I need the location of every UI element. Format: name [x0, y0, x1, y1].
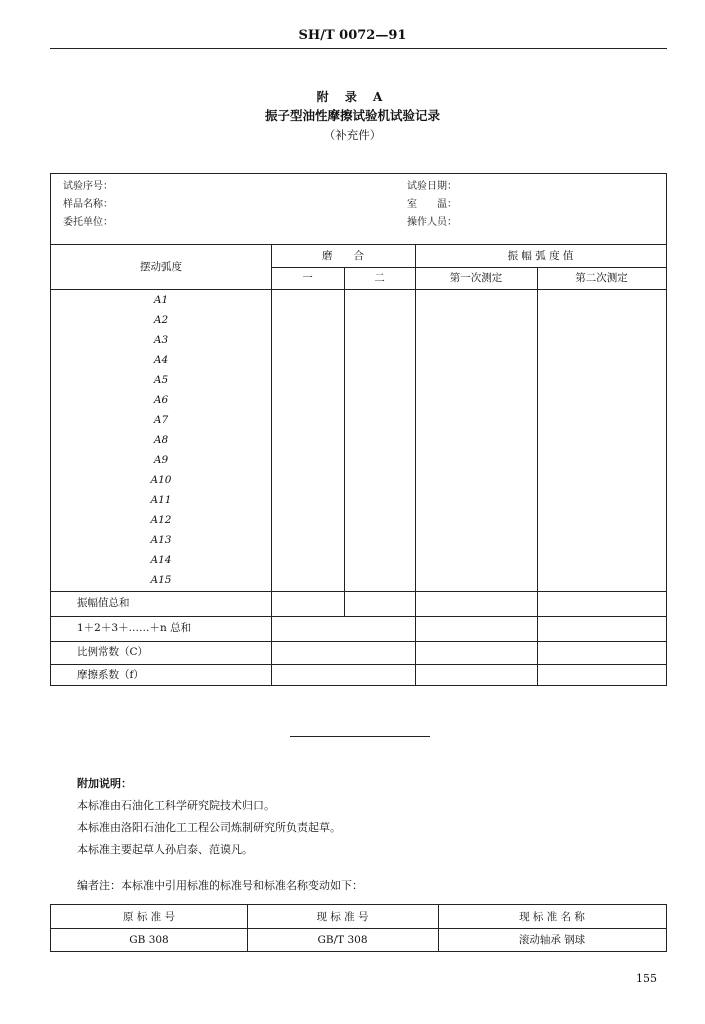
editor-note: 编者注：本标准中引用标准的标准号和标准名称变动如下：	[77, 879, 363, 892]
row-ratio-constant: 比例常数（C）	[77, 646, 149, 658]
amplitude-row-label: A6	[153, 394, 169, 406]
header-rule	[50, 48, 667, 49]
amplitude-row-label: A14	[150, 554, 172, 566]
sample-no-label: 试验序号：	[63, 181, 113, 192]
amplitude-row-label: A4	[153, 354, 169, 366]
appendix-title: 振子型油性摩擦试验机试验记录	[264, 108, 440, 123]
table-line	[271, 267, 666, 268]
amplitude-row-label: A8	[153, 434, 169, 446]
table-line	[51, 591, 666, 592]
table-line	[51, 289, 666, 290]
table-line	[51, 928, 666, 929]
col-first-measurement: 第一次测定	[449, 272, 503, 284]
operator-label: 操作人员：	[407, 217, 457, 228]
amplitude-row-label: A9	[153, 454, 169, 466]
amplitude-row-label: A2	[153, 314, 169, 326]
amplitude-row-label: A11	[150, 494, 172, 506]
table-line	[271, 244, 272, 686]
notes-line: 本标准由洛阳石油化工工程公司炼制研究所负责起草。	[77, 821, 341, 834]
ref-cell-original: GB 308	[129, 934, 169, 946]
notes-title: 附加说明：	[77, 777, 132, 790]
table-line	[415, 244, 416, 686]
notes-line: 本标准主要起草人孙启泰、范谟凡。	[77, 843, 253, 856]
table-line	[51, 664, 666, 665]
client-label: 委托单位：	[63, 217, 113, 228]
amplitude-row-label: A12	[150, 514, 172, 526]
table-line	[344, 267, 345, 616]
test-date-label: 试验日期：	[407, 181, 457, 192]
col-run-in-one: 一	[302, 272, 313, 284]
ref-header-original: 原 标 准 号	[122, 911, 175, 923]
table-line	[51, 616, 666, 617]
ref-header-current: 现 标 准 号	[316, 911, 369, 923]
ref-cell-current: GB/T 308	[317, 934, 368, 946]
room-temp-label: 室 温：	[407, 199, 457, 210]
table-line	[51, 244, 666, 245]
col-second-measurement: 第二次测定	[575, 272, 628, 284]
amplitude-row-label: A3	[153, 334, 169, 346]
col-run-in: 磨 合	[322, 250, 364, 262]
amplitude-row-label: A15	[150, 574, 172, 586]
sample-name-label: 样品名称：	[63, 199, 113, 210]
col-run-in-two: 二	[374, 272, 385, 284]
appendix-note: （补充件）	[323, 128, 382, 142]
page-number: 155	[636, 972, 657, 985]
amplitude-row-label: A1	[153, 294, 169, 306]
appendix-label: 附 录 A	[316, 90, 389, 104]
standard-code-header: SH/T 0072—91	[298, 28, 407, 43]
ref-cell-name: 滚动轴承 钢球	[518, 934, 586, 946]
amplitude-row-label: A7	[153, 414, 169, 426]
table-line	[51, 641, 666, 642]
row-sum-series: 1＋2＋3＋……＋n 总和	[77, 622, 192, 634]
reference-standard-table	[50, 904, 667, 952]
ref-header-name: 现 标 准 名 称	[519, 911, 585, 923]
additional-notes	[77, 773, 341, 861]
amplitude-row-label: A10	[150, 474, 172, 486]
section-divider	[290, 736, 430, 737]
row-sum-amplitude: 振幅值总和	[77, 597, 130, 609]
row-friction-coefficient: 摩擦系数（f）	[77, 669, 144, 681]
amplitude-row-label: A5	[153, 374, 169, 386]
test-record-table	[50, 173, 667, 686]
table-line	[537, 267, 538, 686]
col-swing-angle: 摆动弧度	[140, 261, 182, 273]
amplitude-row-label: A13	[150, 534, 172, 546]
col-amplitude: 振 幅 弧 度 值	[507, 250, 574, 262]
notes-line: 本标准由石油化工科学研究院技术归口。	[77, 799, 275, 812]
